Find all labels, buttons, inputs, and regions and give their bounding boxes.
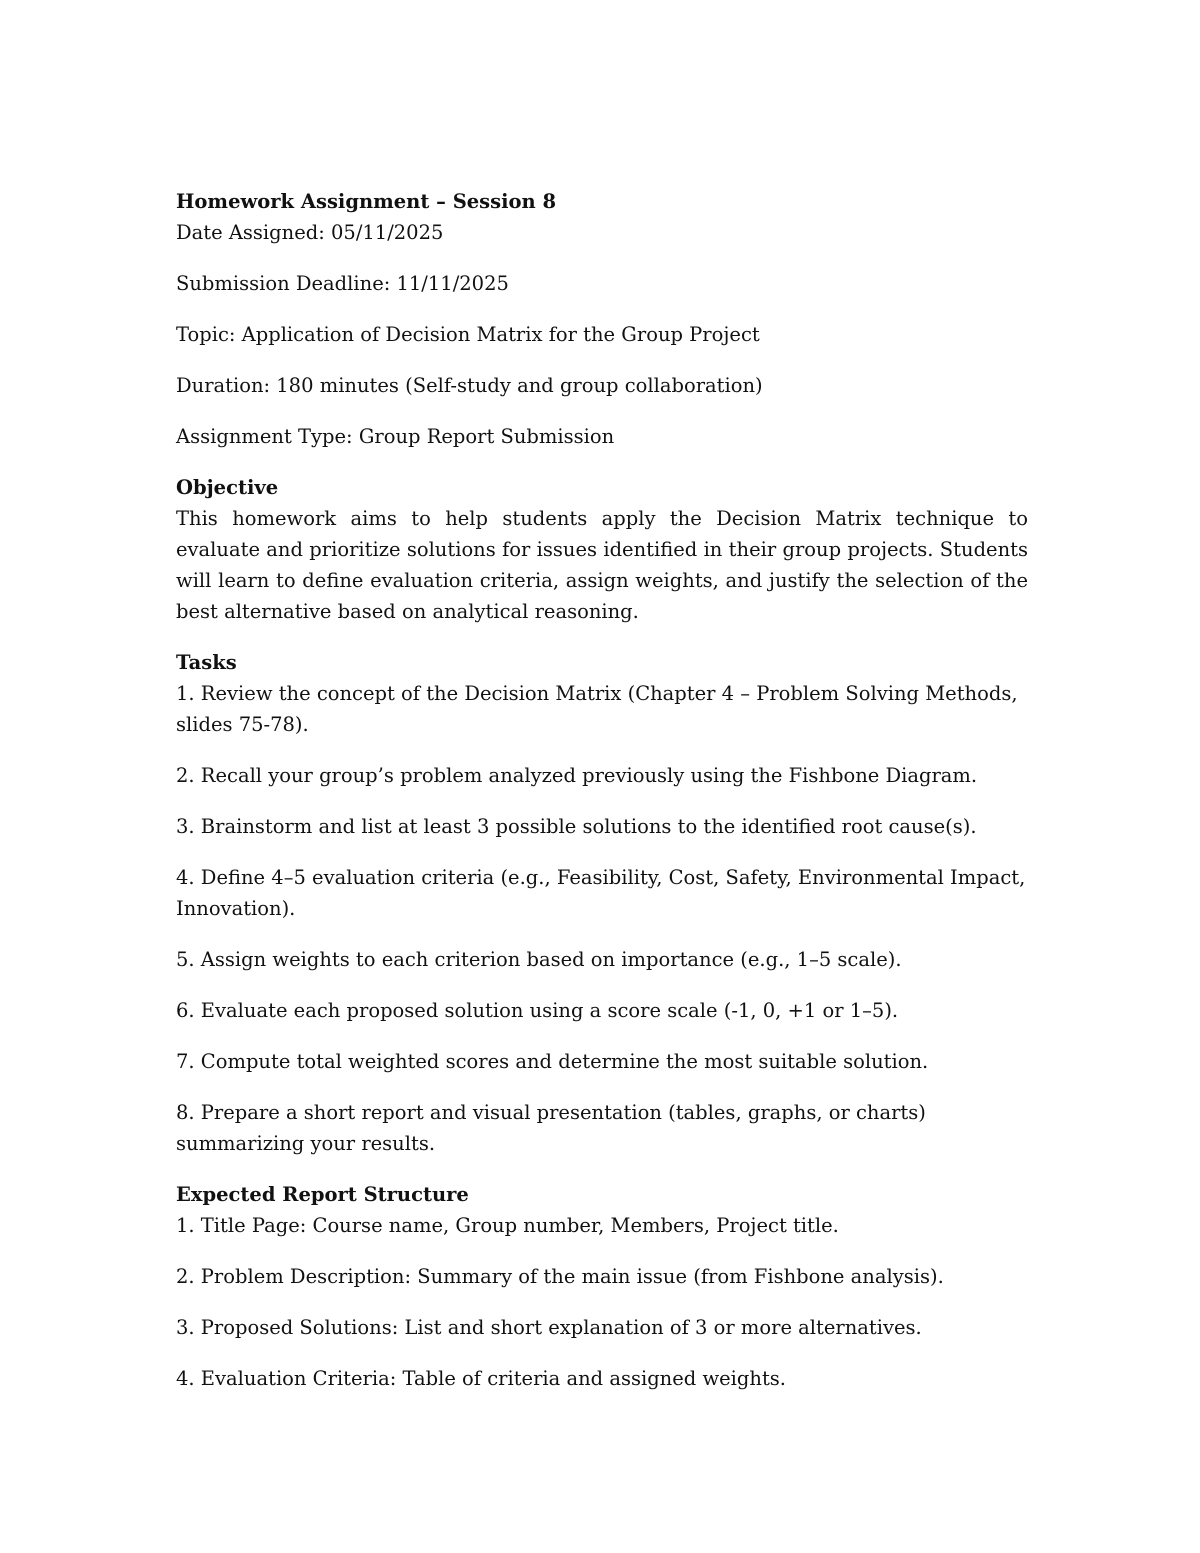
objective-heading: Objective	[176, 476, 279, 499]
report-structure-heading: Expected Report Structure	[176, 1183, 469, 1206]
task-item: 5. Assign weights to each criterion based on importance (e.g., 1–5 scale).	[176, 948, 902, 971]
objective-text: This homework aims to help students apply the Decision Matrix technique to evaluate and prioritize solutions for issues identified in their group projects. Students will learn to define evaluation criteria, assign weights, and justify the selection of the best alternative based on analytical reasoning.	[176, 507, 1028, 623]
tasks-heading: Tasks	[176, 651, 237, 674]
task-item: 2. Recall your group’s problem analyzed previously using the Fishbone Diagram.	[176, 764, 978, 787]
task-item: 8. Prepare a short report and visual presentation (tables, graphs, or charts) summarizing your results.	[176, 1101, 926, 1155]
report-item: 3. Proposed Solutions: List and short explanation of 3 or more alternatives.	[176, 1316, 922, 1339]
task-item: 4. Define 4–5 evaluation criteria (e.g., Feasibility, Cost, Safety, Environmental Impact, Innovation).	[176, 866, 1026, 920]
task-item: 6. Evaluate each proposed solution using a score scale (-1, 0, +1 or 1–5).	[176, 999, 899, 1022]
report-item: 2. Problem Description: Summary of the main issue (from Fishbone analysis).	[176, 1265, 944, 1288]
topic: Topic: Application of Decision Matrix for the Group Project	[176, 323, 760, 346]
duration: Duration: 180 minutes (Self-study and group collaboration)	[176, 374, 763, 397]
report-item: 4. Evaluation Criteria: Table of criteria and assigned weights.	[176, 1367, 787, 1390]
document-page	[176, 186, 1028, 1394]
task-item: 1. Review the concept of the Decision Matrix (Chapter 4 – Problem Solving Methods, slides 75-78).	[176, 682, 1018, 736]
task-item: 3. Brainstorm and list at least 3 possible solutions to the identified root cause(s).	[176, 815, 977, 838]
submission-deadline: Submission Deadline: 11/11/2025	[176, 272, 509, 295]
assignment-type: Assignment Type: Group Report Submission	[176, 425, 615, 448]
document-title: Homework Assignment – Session 8	[176, 190, 557, 213]
report-item: 1. Title Page: Course name, Group number, Members, Project title.	[176, 1214, 839, 1237]
task-item: 7. Compute total weighted scores and determine the most suitable solution.	[176, 1050, 929, 1073]
date-assigned: Date Assigned: 05/11/2025	[176, 221, 444, 244]
